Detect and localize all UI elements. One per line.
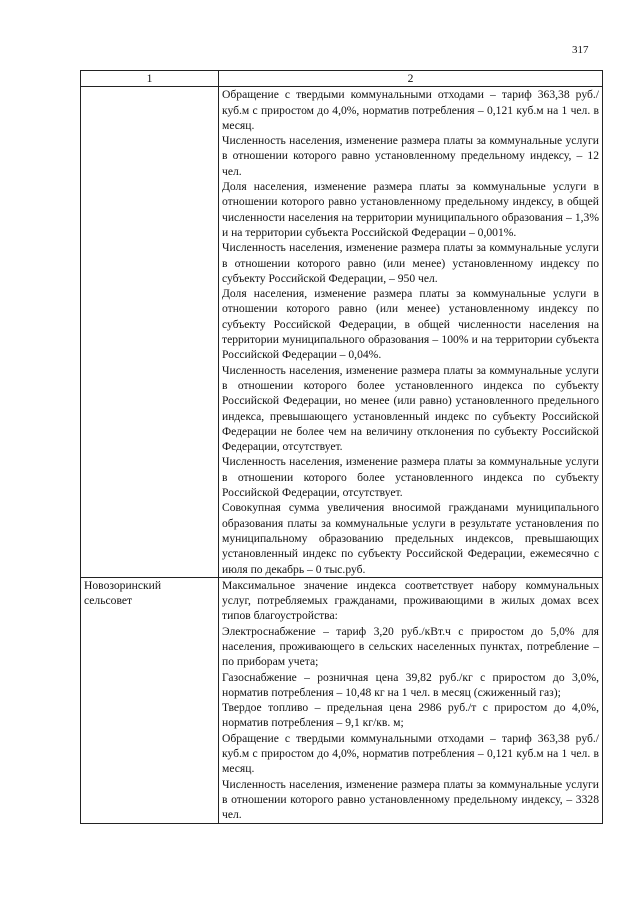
paragraph: Электроснабжение – тариф 3,20 руб./кВт.ч с приростом до 5,0% для населения, проживающего в сельских населенных пунктах, потребление – по приборам учета; [222, 624, 599, 669]
table-row [81, 87, 603, 578]
paragraph: Обращение с твердыми коммунальными отходами – тариф 363,38 руб./куб.м с приростом до 4,0%, норматив потребления – 0,121 куб.м на 1 чел. в месяц. [222, 731, 599, 776]
row-label-cell [81, 87, 219, 578]
municipality-type: сельсовет [84, 594, 133, 608]
column-header-2: 2 [219, 71, 603, 87]
municipality-name: Новозоринский [84, 578, 162, 592]
table-row [81, 577, 603, 823]
paragraph: Численность населения, изменение размера платы за коммунальные услуги в отношении которого более установленного индекса по субъекту Российской Федерации, но менее (или равно) установленного предельного индекса, превышающего установленный индекс по субъекту Российской Федерации не более чем на величину отклонения по субъекту Российской Федерации, отсутствует. [222, 363, 599, 454]
row-label-cell [81, 577, 219, 823]
paragraph: Максимальное значение индекса соответствует набору коммунальных услуг, потребляемых гражданами, проживающими в жилых домах всех типов благоустройства: [222, 578, 599, 623]
row-content-cell [219, 577, 603, 823]
paragraph: Твердое топливо – предельная цена 2986 руб./т с приростом до 4,0%, норматив потребления – 9,1 кг/кв. м; [222, 701, 599, 730]
paragraph: Численность населения, изменение размера платы за коммунальные услуги в отношении которого более установленного индекса по субъекту Российской Федерации, отсутствует. [222, 455, 599, 500]
column-header-1: 1 [81, 71, 219, 87]
paragraph: Численность населения, изменение размера платы за коммунальные услуги в отношении которого равно установленному предельному индексу, – 12 чел. [222, 134, 599, 178]
paragraph: Газоснабжение – розничная цена 39,82 руб./кг с приростом до 3,0%, норматив потребления – 10,48 кг на 1 чел. в месяц (сжиженный газ); [222, 670, 599, 699]
document-table [80, 70, 603, 824]
paragraph: Доля населения, изменение размера платы за коммунальные услуги в отношении которого равно (или менее) установленному индексу по субъекту Российской Федерации, в общей численности населения на территории муниципального образования – 100% и на территории субъекта Российской Федерации – 0,04%. [222, 287, 599, 362]
page-number: 317 [572, 44, 589, 56]
paragraph: Численность населения, изменение размера платы за коммунальные услуги в отношении которого равно (или менее) установленному индексу по субъекту Российской Федерации, – 950 чел. [222, 241, 599, 285]
table-header-row [81, 71, 603, 87]
paragraph: Численность населения, изменение размера платы за коммунальные услуги в отношении которого равно установленному предельному индексу, – 3328 чел. [222, 777, 599, 822]
paragraph: Обращение с твердыми коммунальными отходами – тариф 363,38 руб./куб.м с приростом до 4,0%, норматив потребления – 0,121 куб.м на 1 чел. в месяц. [222, 88, 599, 132]
paragraph: Доля населения, изменение размера платы за коммунальные услуги в отношении которого равно установленному предельному индексу, в общей численности населения на территории муниципального образования – 1,3% и на территории субъекта Российской Федерации – 0,001%. [222, 180, 599, 239]
row-content-cell [219, 87, 603, 578]
paragraph: Совокупная сумма увеличения вносимой гражданами муниципального образования платы за коммунальные услуги в результате установления по муниципальному образованию предельных индексов, превышающих установленный индекс по субъекту Российской Федерации, ежемесячно с июля по декабрь – 0 тыс.руб. [222, 501, 599, 576]
